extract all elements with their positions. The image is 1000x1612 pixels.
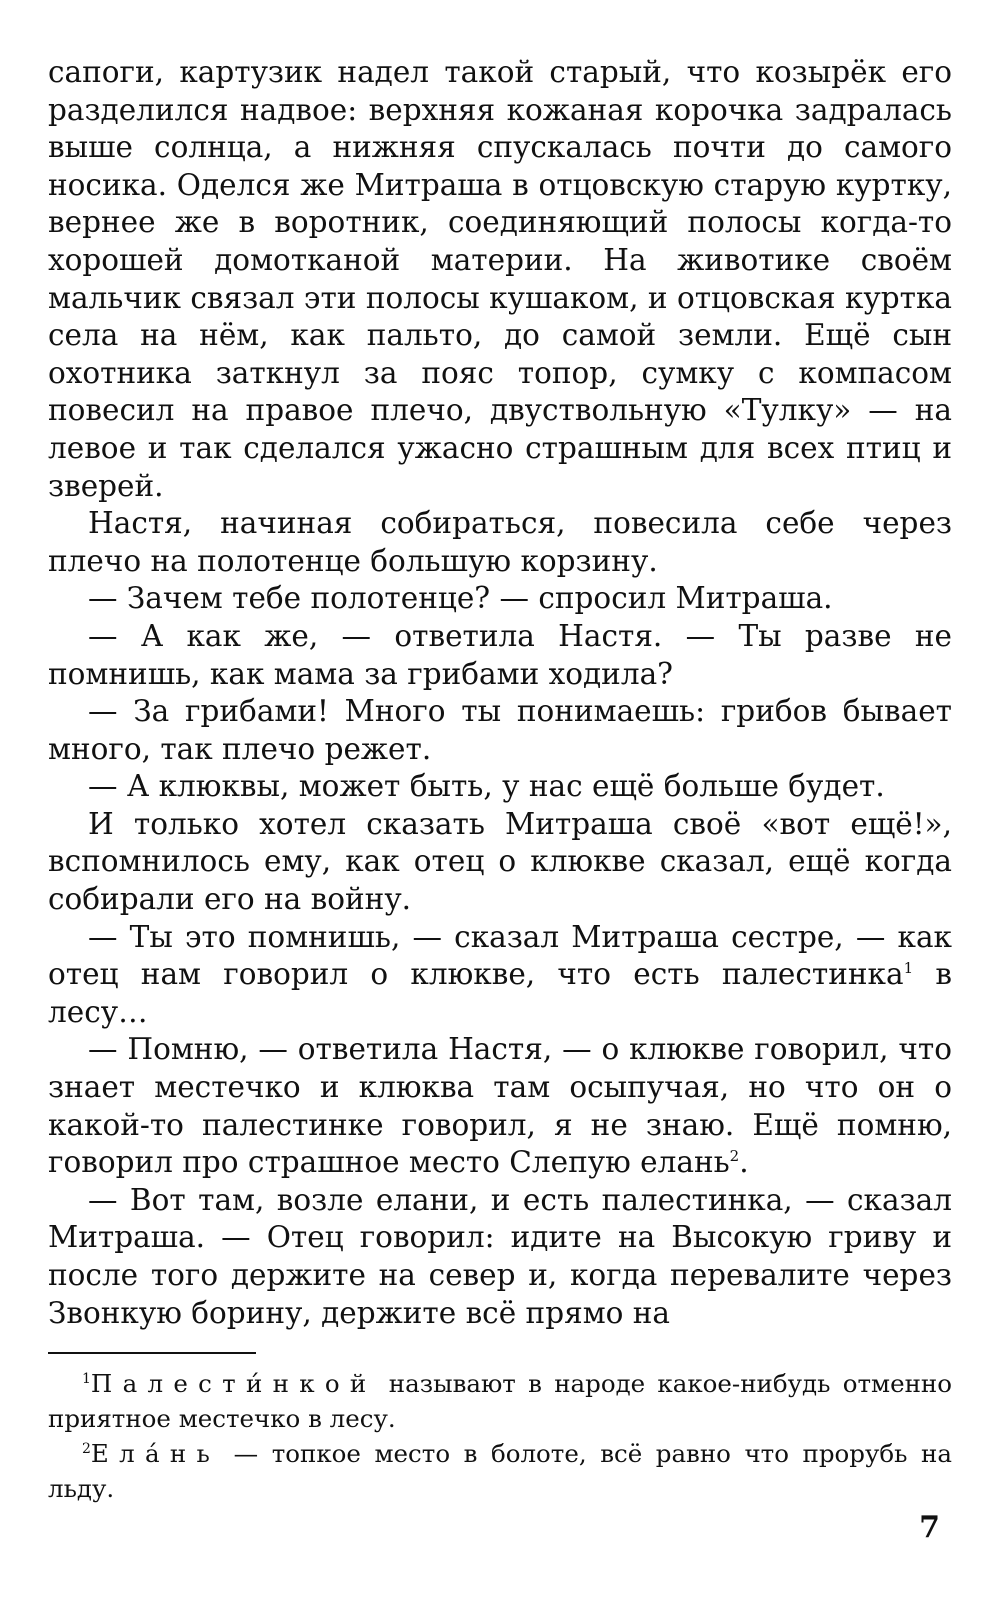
footnote-divider bbox=[48, 1352, 256, 1354]
page-number: 7 bbox=[919, 1510, 940, 1545]
paragraph-text: в лесу… bbox=[48, 957, 952, 1029]
footnote-term: Ела́нь bbox=[90, 1439, 221, 1469]
paragraph bbox=[48, 1031, 952, 1181]
footnote-marker: 2 bbox=[729, 1147, 740, 1166]
footnote-term: Палести́нкой bbox=[90, 1369, 377, 1399]
paragraph bbox=[48, 919, 952, 1032]
paragraph: — А клюквы, может быть, у нас ещё больше будет. bbox=[88, 769, 885, 804]
footnote-text: — топкое место в болоте, всё равно что прорубь на льду. bbox=[48, 1439, 952, 1504]
paragraph-text: — Помню, — ответила Настя, — о клюкве говорил, что знает местечко и клюква там осыпучая, но что он о какой-то палестинке говорил, я не знаю. Ещё помню, говорил про страшное место Слепую елань bbox=[48, 1032, 952, 1180]
footnote bbox=[48, 1366, 952, 1436]
paragraph: — Зачем тебе полотенце? — спросил Митраша. bbox=[88, 581, 833, 616]
paragraph-text: — Ты это помнишь, — сказал Митраша сестре, — как отец нам говорил о клюкве, что есть палестинка bbox=[48, 919, 952, 992]
paragraph: — А как же, — ответила Настя. — Ты разве не помнишь, как мама за грибами ходила? bbox=[48, 618, 952, 691]
footnote-number: 1 bbox=[82, 1371, 91, 1388]
main-text bbox=[48, 54, 952, 1332]
paragraph: И только хотел сказать Митраша своё «вот ещё!», вспомнилось ему, как отец о клюкве сказал, ещё когда собирали его на войну. bbox=[48, 806, 952, 917]
paragraph-text: . bbox=[739, 1145, 749, 1180]
book-page bbox=[48, 54, 952, 1506]
footnote-number: 2 bbox=[82, 1441, 91, 1458]
paragraph: — Вот там, возле елани, и есть палестинка, — сказал Митраша. — Отец говорил: идите на Высокую гриву и после того держите на север и, когда перевалите через Звонкую борину, держите всё прямо на bbox=[48, 1182, 952, 1330]
footnote-marker: 1 bbox=[903, 959, 914, 978]
footnotes bbox=[48, 1366, 952, 1506]
paragraph: Настя, начиная собираться, повесила себе через плечо на полотенце большую корзину. bbox=[48, 506, 952, 578]
paragraph: — За грибами! Много ты понимаешь: грибов бывает много, так плечо режет. bbox=[48, 694, 952, 766]
paragraph: сапоги, картузик надел такой старый, что козырёк его разделился надвое: верхняя кожаная корочка задралась выше солнца, а нижняя спускалась почти до самого носика. Оделся же Митраша в отцовскую старую куртку, вернее же в воротник, соединяющий полосы когда-то хорошей домотканой материи. На животике своём мальчик связал эти полосы кушаком, и отцовская куртка села на нём, как пальто, до самой земли. Ещё сын охотника заткнул за пояс топор, сумку с компасом повесил на правое плечо, двуствольную «Тулку» — на левое и так сделался ужасно страшным для всех птиц и зверей. bbox=[48, 55, 952, 503]
footnote bbox=[48, 1436, 952, 1506]
footnote-text: называют в народе какое-нибудь отменно приятное местечко в лесу. bbox=[48, 1369, 952, 1434]
